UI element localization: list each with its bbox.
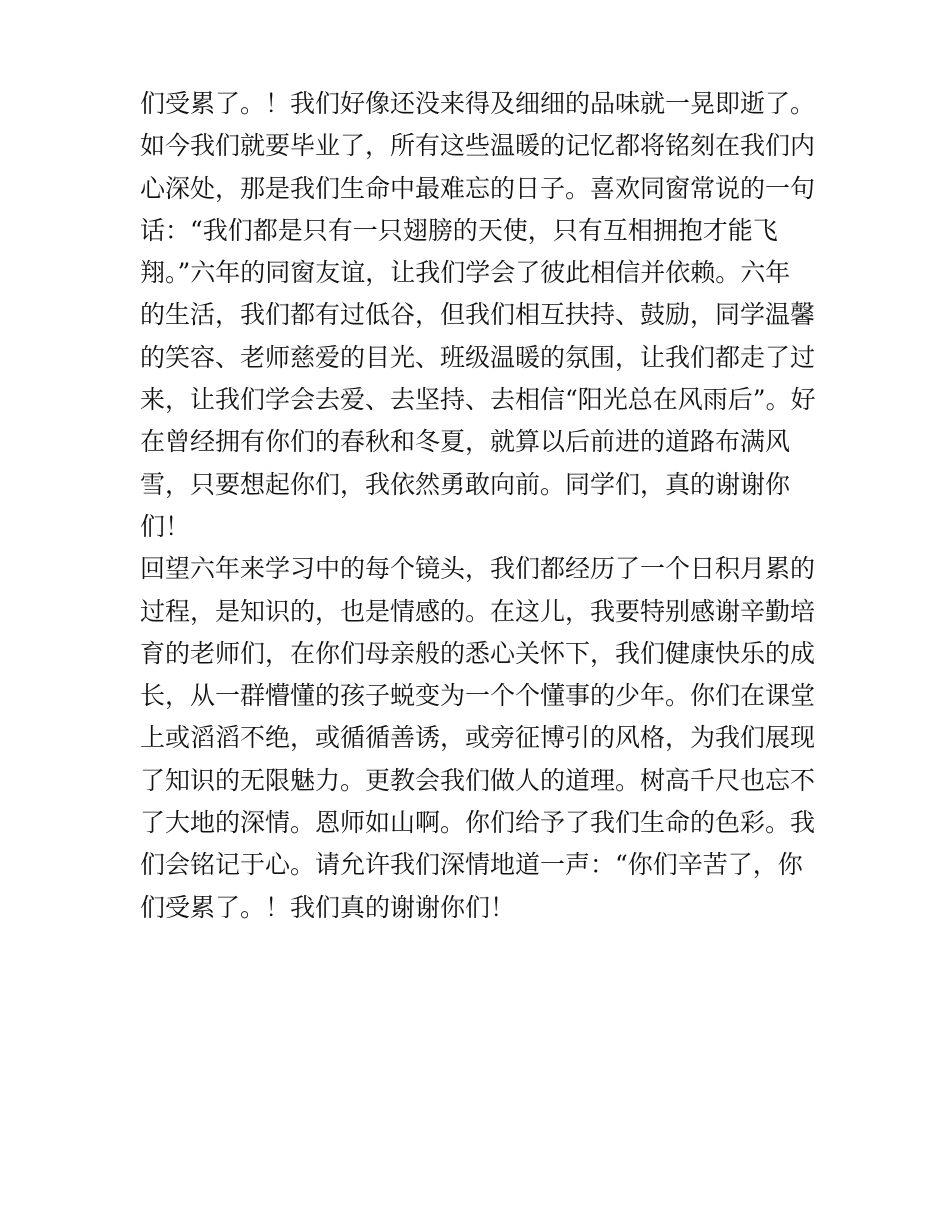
body-text bbox=[140, 83, 830, 929]
text-line: 了知识的无限魅力。更教会我们做人的道理。树高千尺也忘不 bbox=[140, 765, 816, 795]
text-line: 雪，只要想起你们，我依然勇敢向前。同学们，真的谢谢你 bbox=[140, 469, 791, 499]
text-line: 上或滔滔不绝，或循循善诱，或旁征博引的风格，为我们展现 bbox=[140, 723, 816, 753]
text-line: 们！ bbox=[140, 511, 191, 541]
text-line: 如今我们就要毕业了，所有这些温暖的记忆都将铭刻在我们内 bbox=[140, 131, 816, 161]
text-line: 的生活，我们都有过低谷，但我们相互扶持、鼓励，同学温馨 bbox=[140, 300, 816, 330]
text-line: 的笑容、老师慈爱的目光、班级温暖的氛围，让我们都走了过 bbox=[140, 342, 816, 372]
text-line: 心深处，那是我们生命中最难忘的日子。喜欢同窗常说的一句 bbox=[140, 173, 816, 203]
text-line: 长，从一群懵懂的孩子蜕变为一个个懂事的少年。你们在课堂 bbox=[140, 681, 816, 711]
text-line: 们会铭记于心。请允许我们深情地道一声：“你们辛苦了，你 bbox=[140, 850, 803, 880]
text-line: 话：“我们都是只有一只翅膀的天使，只有互相拥抱才能飞 bbox=[140, 215, 778, 245]
text-line: 了大地的深情。恩师如山啊。你们给予了我们生命的色彩。我 bbox=[140, 808, 816, 838]
text-line: 来，让我们学会去爱、去坚持、去相信“阳光总在风雨后”。好 bbox=[140, 385, 816, 415]
text-line: 育的老师们，在你们母亲般的悉心关怀下，我们健康快乐的成 bbox=[140, 638, 816, 668]
text-line: 在曾经拥有你们的春秋和冬夏，就算以后前进的道路布满风 bbox=[140, 427, 791, 457]
text-line: 们受累了。！我们好像还没来得及细细的品味就一晃即逝了。 bbox=[140, 89, 816, 118]
text-line: 翔。”六年的同窗友谊，让我们学会了彼此相信并依赖。六年 bbox=[140, 258, 791, 288]
text-line: 们受累了。！我们真的谢谢你们！ bbox=[140, 892, 516, 922]
text-line: 过程，是知识的，也是情感的。在这儿，我要特别感谢辛勤培 bbox=[140, 596, 816, 626]
text-line: 回望六年来学习中的每个镜头，我们都经历了一个日积月累的 bbox=[140, 554, 816, 584]
